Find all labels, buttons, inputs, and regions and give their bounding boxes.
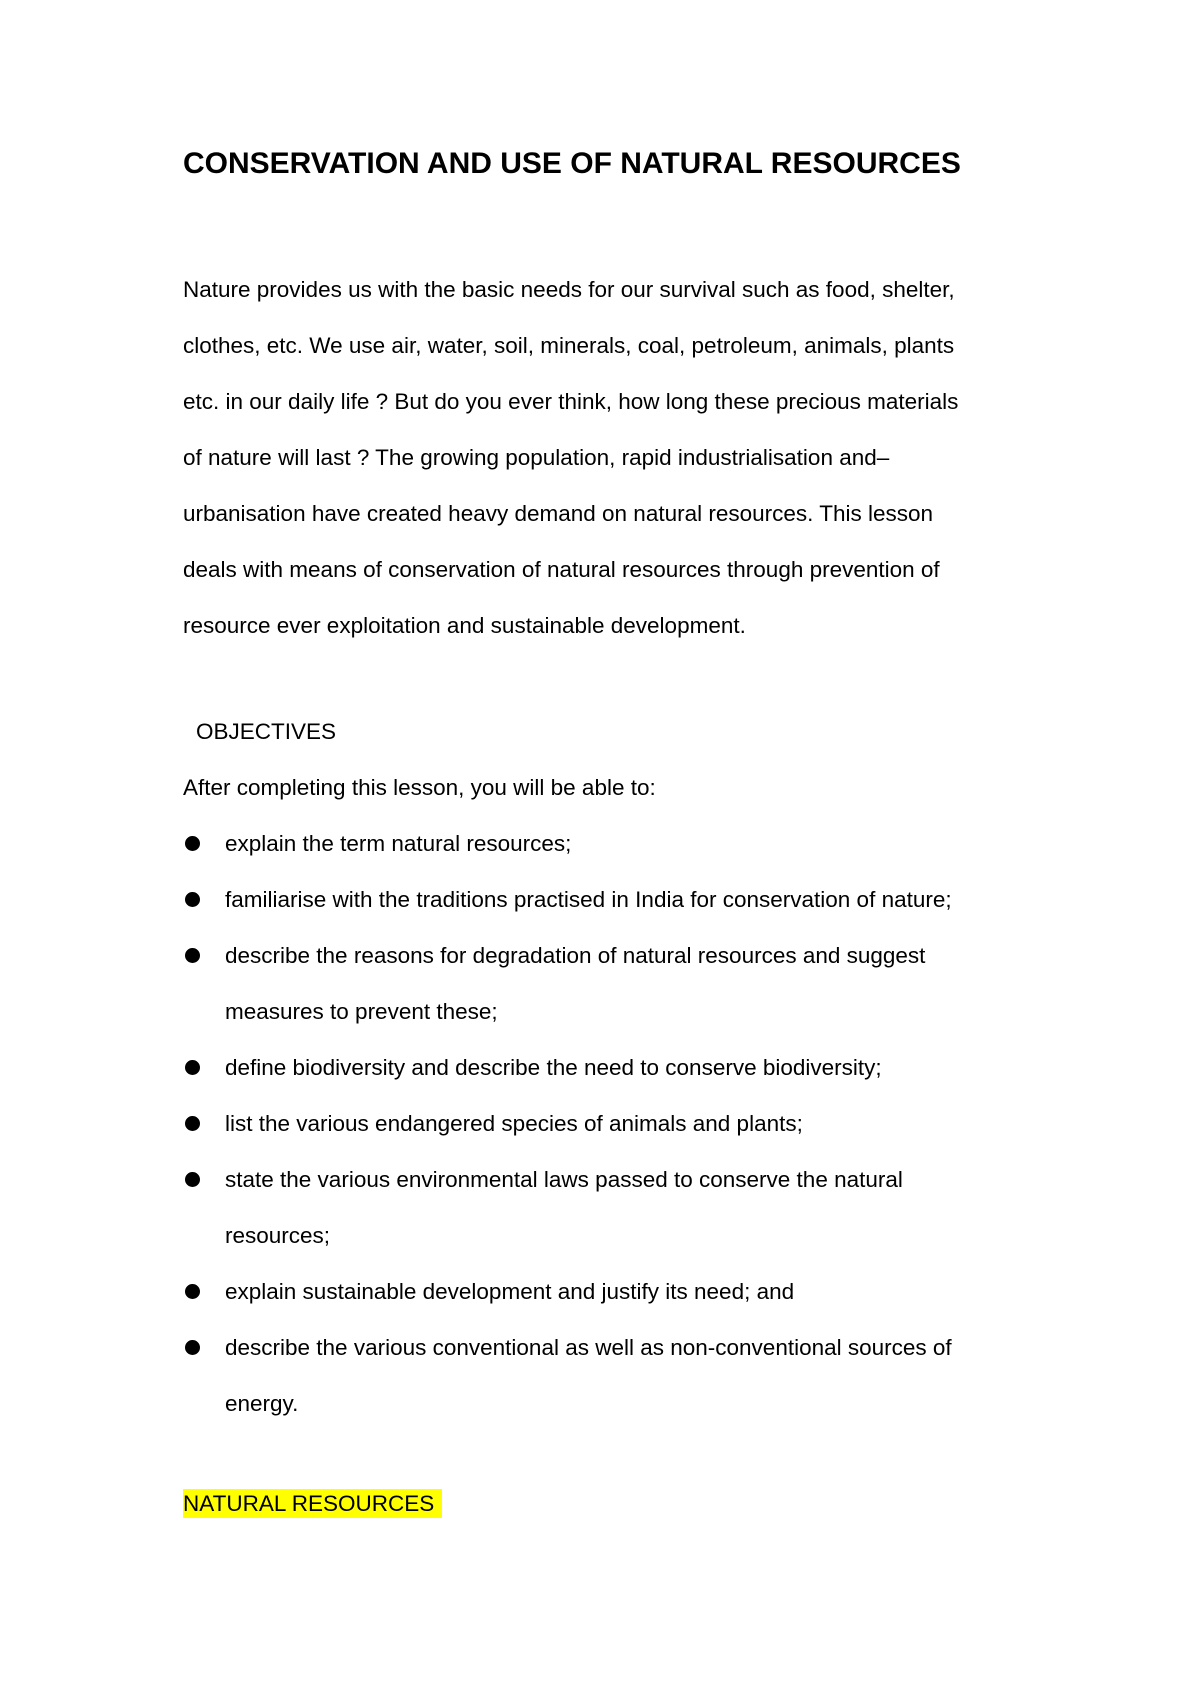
- bullet-icon: [185, 1060, 200, 1075]
- list-item: [183, 1040, 1033, 1096]
- intro-line: clothes, etc. We use air, water, soil, minerals, coal, petroleum, animals, plants: [183, 333, 955, 358]
- list-item: [183, 816, 1033, 872]
- intro-paragraph: [183, 262, 1033, 654]
- bullet-icon: [185, 892, 200, 907]
- objectives-lead-in: After completing this lesson, you will be able to:: [183, 775, 656, 800]
- objective-text: describe the various conventional as well as non-conventional sources of: [225, 1335, 952, 1360]
- bullet-icon: [185, 948, 200, 963]
- objective-text: explain sustainable development and justify its need; and: [225, 1279, 795, 1304]
- list-item: [183, 1264, 1033, 1320]
- highlighted-heading-text: NATURAL RESOURCES: [183, 1489, 442, 1518]
- objective-text: explain the term natural resources;: [225, 831, 572, 856]
- document-title: CONSERVATION AND USE OF NATURAL RESOURCES: [183, 147, 961, 180]
- bullet-icon: [185, 1116, 200, 1131]
- objective-text: describe the reasons for degradation of natural resources and suggest: [225, 943, 926, 968]
- objective-text: state the various environmental laws passed to conserve the natural: [225, 1167, 903, 1192]
- objective-text-continued: energy.: [225, 1391, 299, 1416]
- bullet-icon: [185, 1172, 200, 1187]
- list-item: [183, 872, 1033, 928]
- bullet-icon: [185, 1284, 200, 1299]
- intro-line: etc. in our daily life ? But do you ever think, how long these precious materials: [183, 389, 959, 414]
- intro-line: of nature will last ? The growing population, rapid industrialisation and–: [183, 445, 890, 470]
- objective-text: list the various endangered species of animals and plants;: [225, 1111, 803, 1136]
- objective-text-continued: resources;: [225, 1223, 331, 1248]
- objective-text: familiarise with the traditions practised in India for conservation of nature;: [225, 887, 952, 912]
- objectives-list: [183, 816, 1033, 1432]
- bullet-icon: [185, 836, 200, 851]
- list-item: [183, 1152, 1033, 1264]
- intro-line: deals with means of conservation of natural resources through prevention of: [183, 557, 940, 582]
- objective-text: define biodiversity and describe the need to conserve biodiversity;: [225, 1055, 882, 1080]
- intro-line: resource ever exploitation and sustainable development.: [183, 613, 746, 638]
- bullet-icon: [185, 1340, 200, 1355]
- document-content: [183, 140, 1033, 1520]
- intro-line: Nature provides us with the basic needs for our survival such as food, shelter,: [183, 277, 955, 302]
- list-item: [183, 1320, 1033, 1432]
- list-item: [183, 928, 1033, 1040]
- objectives-heading: OBJECTIVES: [196, 719, 337, 744]
- section-heading: [183, 1488, 1033, 1520]
- intro-line: urbanisation have created heavy demand on natural resources. This lesson: [183, 501, 934, 526]
- list-item: [183, 1096, 1033, 1152]
- objective-text-continued: measures to prevent these;: [225, 999, 498, 1024]
